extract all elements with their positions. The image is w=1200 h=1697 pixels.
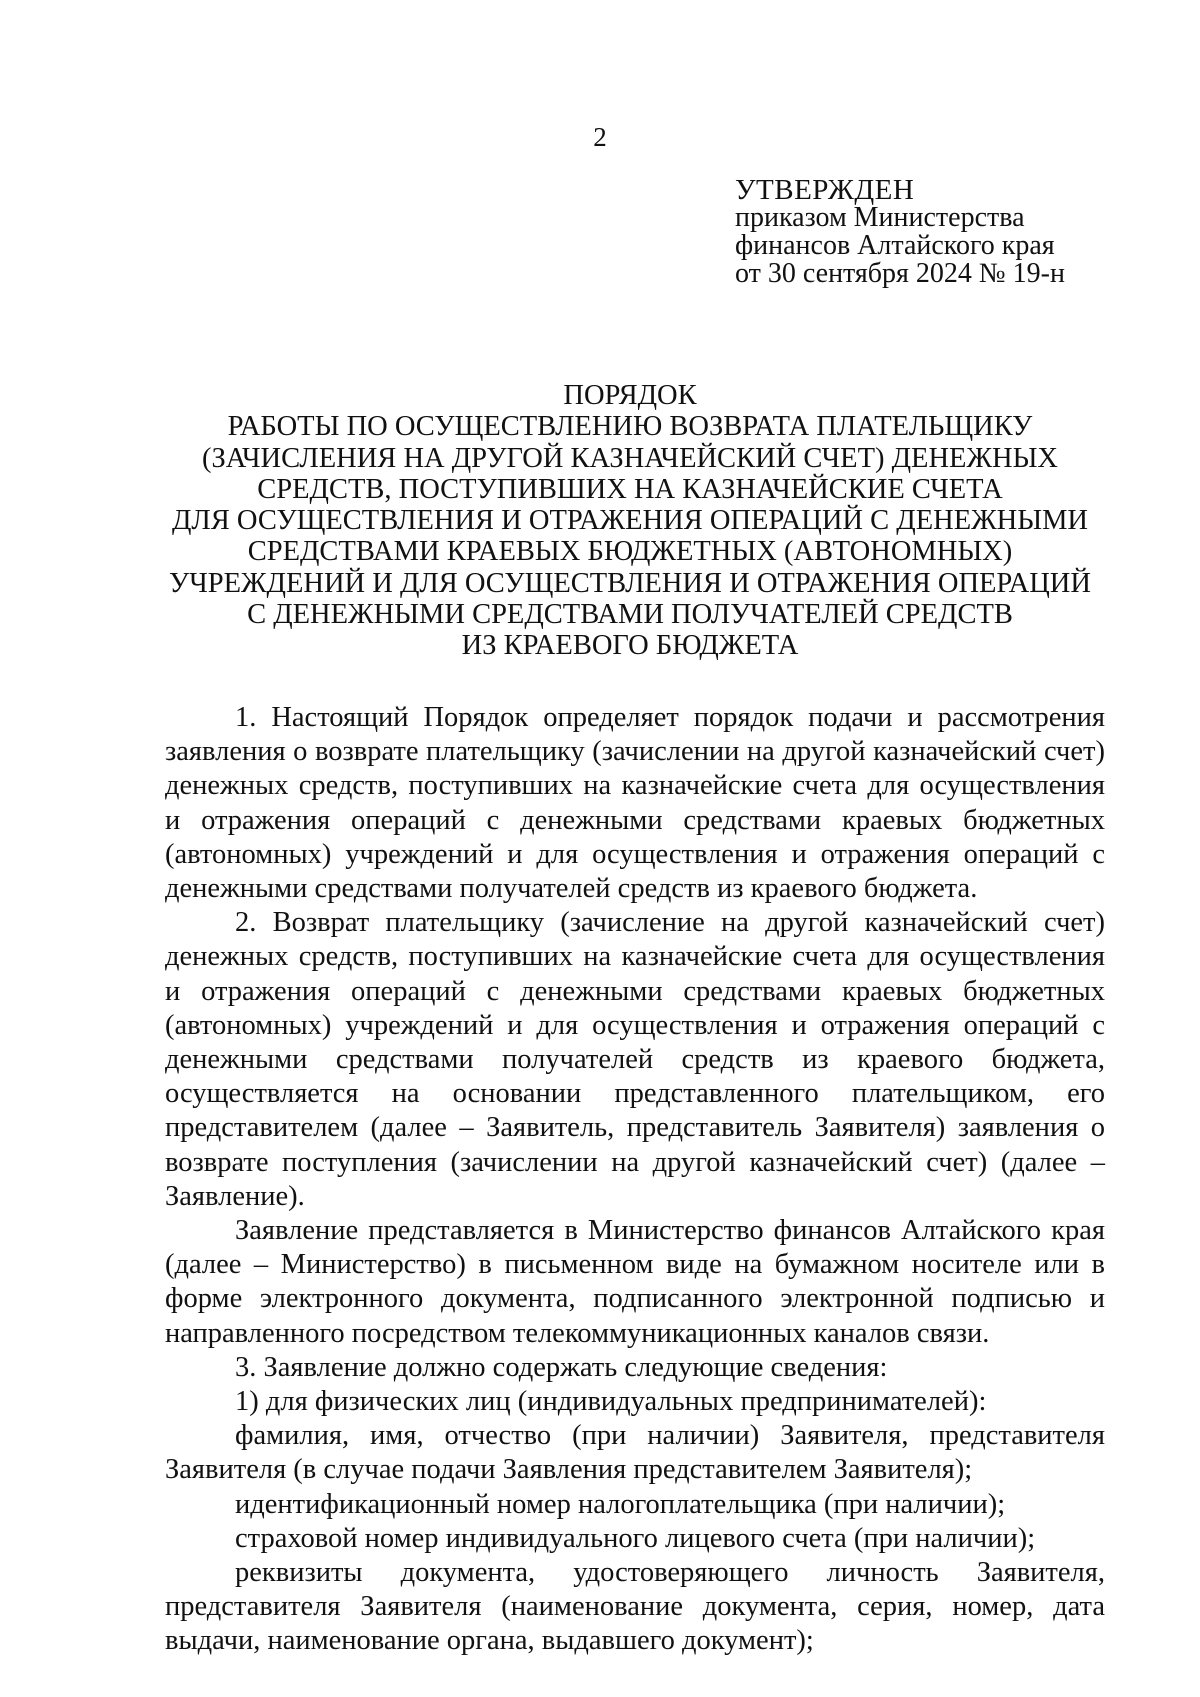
document-title <box>130 380 1130 662</box>
document-body <box>165 701 1105 1659</box>
paragraph-submission: Заявление представляется в Министерство финансов Алтайского края (далее – Министерство) в письменном виде на бумажном носителе или в форме электронного документа, подписанного электронной подписью и направленного посредством телекоммуникационных каналов связи. <box>165 1215 1105 1349</box>
paragraph-3: 3. Заявление должно содержать следующие сведения: <box>235 1351 888 1383</box>
title-line: СРЕДСТВ, ПОСТУПИВШИХ НА КАЗНАЧЕЙСКИЕ СЧЕТА <box>257 473 1003 505</box>
title-line: УЧРЕЖДЕНИЙ И ДЛЯ ОСУЩЕСТВЛЕНИЯ И ОТРАЖЕНИЯ ОПЕРАЦИЙ <box>169 567 1091 599</box>
title-line: СРЕДСТВАМИ КРАЕВЫХ БЮДЖЕТНЫХ (АВТОНОМНЫХ) <box>247 536 1013 568</box>
approval-date-line: от 30 сентября 2024 № 19-н <box>735 258 1065 289</box>
title-line: (ЗАЧИСЛЕНИЯ НА ДРУГОЙ КАЗНАЧЕЙСКИЙ СЧЕТ) ДЕНЕЖНЫХ <box>201 442 1059 474</box>
paragraph-1: 1. Настоящий Порядок определяет порядок подачи и рассмотрения заявления о возврате плательщику (зачислении на другой казначейский счет) денежных средств, поступивших на казначейские счета для осуществления и отражения операций с денежными средствами краевых бюджетных (автономных) учреждений и для осуществления и отражения операций с денежными средствами получателей средств из краевого бюджета. <box>165 702 1105 905</box>
paragraph-2: 2. Возврат плательщику (зачисление на другой казначейский счет) денежных средств, поступивших на казначейские счета для осуществления и отражения операций с денежными средствами краевых бюджетных (автономных) учреждений и для осуществления и отражения операций с денежными средствами получателей средств из краевого бюджета, осуществляется на основании представленного плательщиком, его представителем (далее – Заявитель, представитель Заявителя) заявления о возврате поступления (зачислении на другой казначейский счет) (далее – Заявление). <box>165 907 1105 1212</box>
approval-ministry-line: финансов Алтайского края <box>735 230 1055 261</box>
title-line: РАБОТЫ ПО ОСУЩЕСТВЛЕНИЮ ВОЗВРАТА ПЛАТЕЛЬЩИКУ <box>227 411 1033 443</box>
paragraph-snils: страховой номер индивидуального лицевого счета (при наличии); <box>235 1522 1036 1554</box>
approval-title: УТВЕРЖДЕН <box>735 174 915 206</box>
title-line: ДЛЯ ОСУЩЕСТВЛЕНИЯ И ОТРАЖЕНИЯ ОПЕРАЦИЙ С ДЕНЕЖНЫМИ <box>171 505 1088 537</box>
title-line: С ДЕНЕЖНЫМИ СРЕДСТВАМИ ПОЛУЧАТЕЛЕЙ СРЕДСТВ <box>247 599 1013 631</box>
paragraph-inn: идентификационный номер налогоплательщика (при наличии); <box>235 1488 1006 1520</box>
approval-stamp <box>735 176 1175 288</box>
paragraph-full-name: фамилия, имя, отчество (при наличии) Заявителя, представителя Заявителя (в случае подачи Заявления представителем Заявителя); <box>165 1420 1105 1486</box>
approval-order-line: приказом Министерства <box>735 202 1025 233</box>
title-heading: ПОРЯДОК <box>563 380 697 411</box>
paragraph-identity-document: реквизиты документа, удостоверяющего личность Заявителя, представителя Заявителя (наименование документа, серия, номер, дата выдачи, наименование органа, выдавшего документ); <box>165 1557 1105 1657</box>
title-line: ИЗ КРАЕВОГО БЮДЖЕТА <box>461 630 799 662</box>
paragraph-3-item-1: 1) для физических лиц (индивидуальных предпринимателей): <box>235 1386 987 1418</box>
page-number: 2 <box>593 122 607 152</box>
